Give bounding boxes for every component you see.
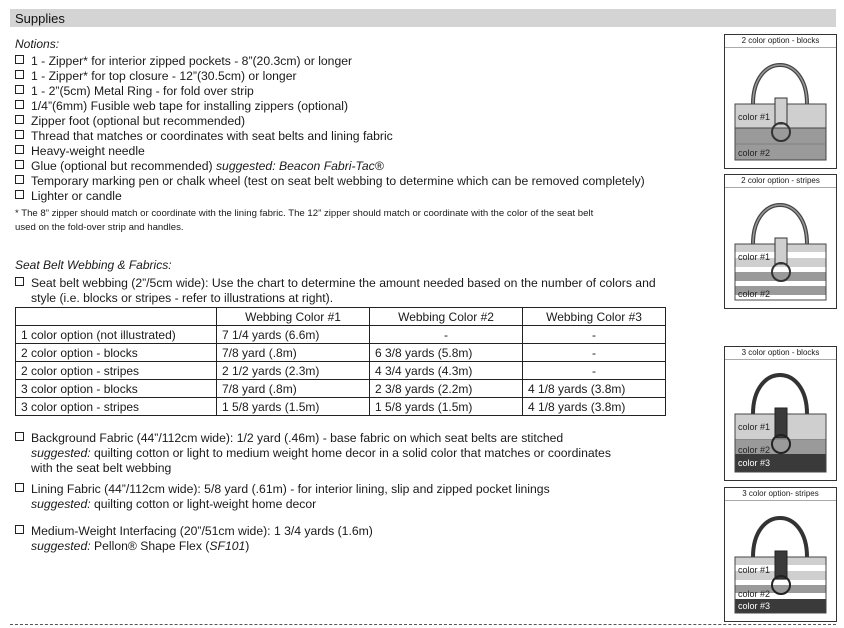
webbing-intro: Seat belt webbing (2”/5cm wide): Use the chart to determine the amount needed based on the number of colors and [15,276,656,291]
checkbox-icon [15,432,24,441]
column-header: Webbing Color #1 [217,308,370,326]
table-cell: 7/8 yard (.8m) [217,344,370,362]
table-cell: 1 color option (not illustrated) [16,326,217,344]
fabric-item: Background Fabric (44”/112cm wide): 1/2 yard (.46m) - base fabric on which seat belts are stitched [15,431,563,446]
color-label: color #1 [738,112,771,122]
color-label: color #1 [738,252,771,262]
color-label: color #2 [738,589,771,599]
illustration-title: 3 color option- stripes [725,488,836,501]
list-item: 1/4”(6mm) Fusible web tape for installing zippers (optional) [15,99,348,114]
table-cell: 2 3/8 yards (2.2m) [370,380,523,398]
footnote-line: * The 8” zipper should match or coordinate with the lining fabric. The 12” zipper should match or coordinate with the color of the seat belt [15,208,594,219]
table-cell: 1 5/8 yards (1.5m) [370,398,523,416]
checkbox-icon [15,160,24,169]
table-cell: - [523,326,666,344]
table-cell: 7/8 yard (.8m) [217,380,370,398]
checkbox-icon [15,55,24,64]
color-label: color #1 [738,422,771,432]
webbing-intro-cont: style (i.e. blocks or stripes - refer to illustrations at right). [31,291,334,305]
list-item: Heavy-weight needle [15,144,145,159]
webbing-table [15,307,666,416]
list-item: Temporary marking pen or chalk wheel (test on seat belt webbing to determine which can be removed completely) [15,174,645,189]
table-cell: 4 1/8 yards (3.8m) [523,398,666,416]
table-cell: - [370,326,523,344]
bag-illustration-icon [725,360,836,480]
list-item: 1 - Zipper* for top closure - 12”(30.5cm) or longer [15,69,297,84]
table-cell: - [523,344,666,362]
fabric-suggestion-cont: with the seat belt webbing [31,461,172,475]
column-header [16,308,217,326]
illustration-3-color-blocks [724,346,837,481]
table-cell: 6 3/8 yards (5.8m) [370,344,523,362]
list-item: 1 - 2”(5cm) Metal Ring - for fold over strip [15,84,254,99]
checkbox-icon [15,85,24,94]
column-header: Webbing Color #2 [370,308,523,326]
table-cell: 3 color option - blocks [16,380,217,398]
checkbox-icon [15,115,24,124]
table-cell: 3 color option - stripes [16,398,217,416]
table-cell: 7 1/4 yards (6.6m) [217,326,370,344]
fabric-item: Lining Fabric (44”/112cm wide): 5/8 yard (.61m) - for interior lining, slip and zipped pocket linings [15,482,550,497]
illustration-title: 2 color option - blocks [725,35,836,48]
webbing-heading: Seat Belt Webbing & Fabrics: [15,258,172,272]
fabric-item: Medium-Weight Interfacing (20”/51cm wide): 1 3/4 yards (1.6m) [15,524,373,539]
color-label: color #2 [738,445,771,455]
list-item: Thread that matches or coordinates with seat belts and lining fabric [15,129,393,144]
section-title: Supplies [15,11,65,26]
fabric-suggestion: suggested: quilting cotton or light-weight home decor [31,497,317,511]
table-cell: 4 1/8 yards (3.8m) [523,380,666,398]
section-header [10,9,836,27]
page-divider [10,624,836,625]
illustration-2-color-stripes [724,174,837,309]
list-item: Zipper foot (optional but recommended) [15,114,245,129]
fabric-suggestion: suggested: Pellon® Shape Flex (SF101) [31,539,250,553]
checkbox-icon [15,277,24,286]
list-item: 1 - Zipper* for interior zipped pockets - 8”(20.3cm) or longer [15,54,352,69]
color-label: color #1 [738,565,771,575]
list-item: Lighter or candle [15,189,122,204]
illustration-title: 3 color option - blocks [725,347,836,360]
color-label: color #2 [738,289,771,299]
checkbox-icon [15,70,24,79]
list-item: Glue (optional but recommended) suggested: Beacon Fabri-Tac® [15,159,384,174]
checkbox-icon [15,130,24,139]
table-cell: 2 color option - blocks [16,344,217,362]
table-cell: 2 color option - stripes [16,362,217,380]
checkbox-icon [15,175,24,184]
table-cell: - [523,362,666,380]
checkbox-icon [15,100,24,109]
table-header-row [16,308,666,326]
illustration-2-color-blocks [724,34,837,169]
color-label: color #2 [738,148,771,158]
checkbox-icon [15,145,24,154]
checkbox-icon [15,483,24,492]
table-cell: 2 1/2 yards (2.3m) [217,362,370,380]
notions-heading: Notions: [15,37,60,51]
color-label: color #3 [738,458,771,468]
illustration-3-color-stripes [724,487,837,622]
table-row [16,344,666,362]
illustration-title: 2 color option - stripes [725,175,836,188]
suggestion-text: suggested: Beacon Fabri-Tac® [215,159,384,173]
checkbox-icon [15,525,24,534]
column-header: Webbing Color #3 [523,308,666,326]
table-cell: 4 3/4 yards (4.3m) [370,362,523,380]
table-row [16,398,666,416]
table-cell: 1 5/8 yards (1.5m) [217,398,370,416]
color-label: color #3 [738,601,771,611]
fabric-suggestion: suggested: quilting cotton or light to medium weight home decor in a solid color that matches or coordinates [31,446,611,460]
bag-illustration-icon [725,48,836,168]
checkbox-icon [15,190,24,199]
bag-illustration-icon [725,501,836,621]
table-row [16,362,666,380]
table-row [16,380,666,398]
bag-illustration-icon [725,188,836,308]
table-row [16,326,666,344]
footnote-line: used on the fold-over strip and handles. [15,222,184,233]
